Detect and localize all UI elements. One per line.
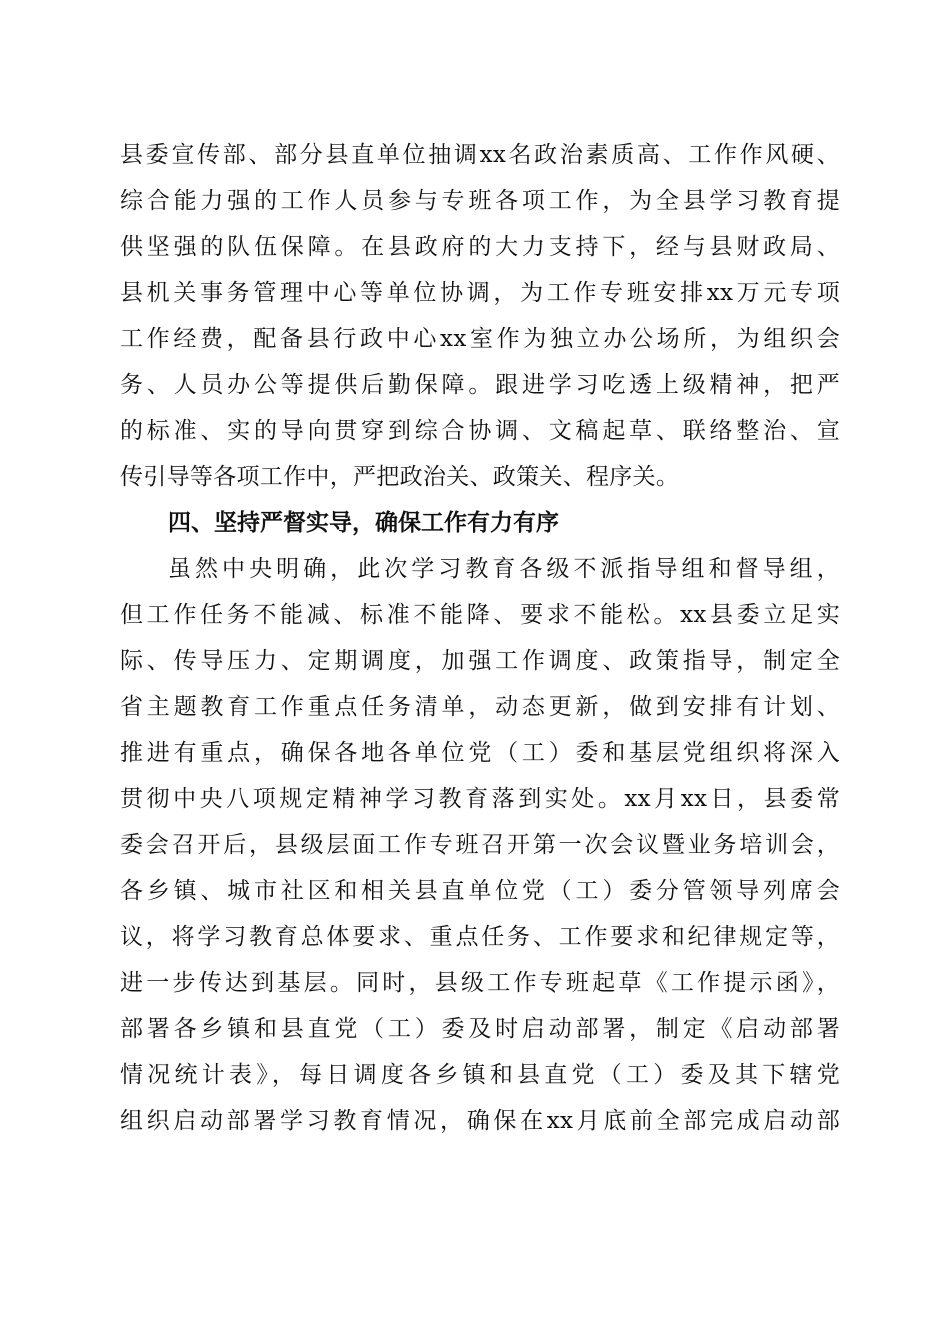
paragraph-line: 综合能力强的工作人员参与专班各项工作，为全县学习教育提	[120, 188, 840, 214]
paragraph-line: 虽然中央明确，此次学习教育各级不派指导组和督导组，	[168, 556, 840, 582]
paragraph-line: 县机关事务管理中心等单位协调，为工作专班安排xx万元专项	[120, 280, 840, 306]
paragraph-line: 情况统计表》，每日调度各乡镇和县直党（工）委及其下辖党	[120, 1062, 840, 1088]
paragraph-line: 贯彻中央八项规定精神学习教育落到实处。xx月xx日，县委常	[120, 786, 840, 812]
paragraph-line: 各乡镇、城市社区和相关县直单位党（工）委分管领导列席会	[120, 878, 840, 904]
paragraph-line: 委会召开后，县级层面工作专班召开第一次会议暨业务培训会，	[120, 832, 840, 858]
section-heading: 四、坚持严督实导，确保工作有力有序	[168, 510, 559, 536]
paragraph-line: 工作经费，配备县行政中心xx室作为独立办公场所，为组织会	[120, 326, 840, 352]
paragraph-line: 进一步传达到基层。同时，县级工作专班起草《工作提示函》，	[120, 970, 840, 996]
paragraph-line: 省主题教育工作重点任务清单，动态更新，做到安排有计划、	[120, 694, 840, 720]
paragraph-line: 传引导等各项工作中，严把政治关、政策关、程序关。	[120, 464, 680, 490]
paragraph-line: 际、传导压力、定期调度，加强工作调度、政策指导，制定全	[120, 648, 840, 674]
paragraph-line: 供坚强的队伍保障。在县政府的大力支持下，经与县财政局、	[120, 234, 840, 260]
paragraph-line: 推进有重点，确保各地各单位党（工）委和基层党组织将深入	[120, 740, 840, 766]
paragraph-line: 议，将学习教育总体要求、重点任务、工作要求和纪律规定等，	[120, 924, 840, 950]
paragraph-line: 组织启动部署学习教育情况，确保在xx月底前全部完成启动部	[120, 1108, 840, 1134]
paragraph-line: 的标准、实的导向贯穿到综合协调、文稿起草、联络整治、宣	[120, 418, 840, 444]
paragraph-line: 部署各乡镇和县直党（工）委及时启动部署，制定《启动部署	[120, 1016, 840, 1042]
paragraph-line: 务、人员办公等提供后勤保障。跟进学习吃透上级精神，把严	[120, 372, 840, 398]
paragraph-line: 但工作任务不能减、标准不能降、要求不能松。xx县委立足实	[120, 602, 840, 628]
paragraph-line: 县委宣传部、部分县直单位抽调xx名政治素质高、工作作风硬、	[120, 142, 840, 168]
